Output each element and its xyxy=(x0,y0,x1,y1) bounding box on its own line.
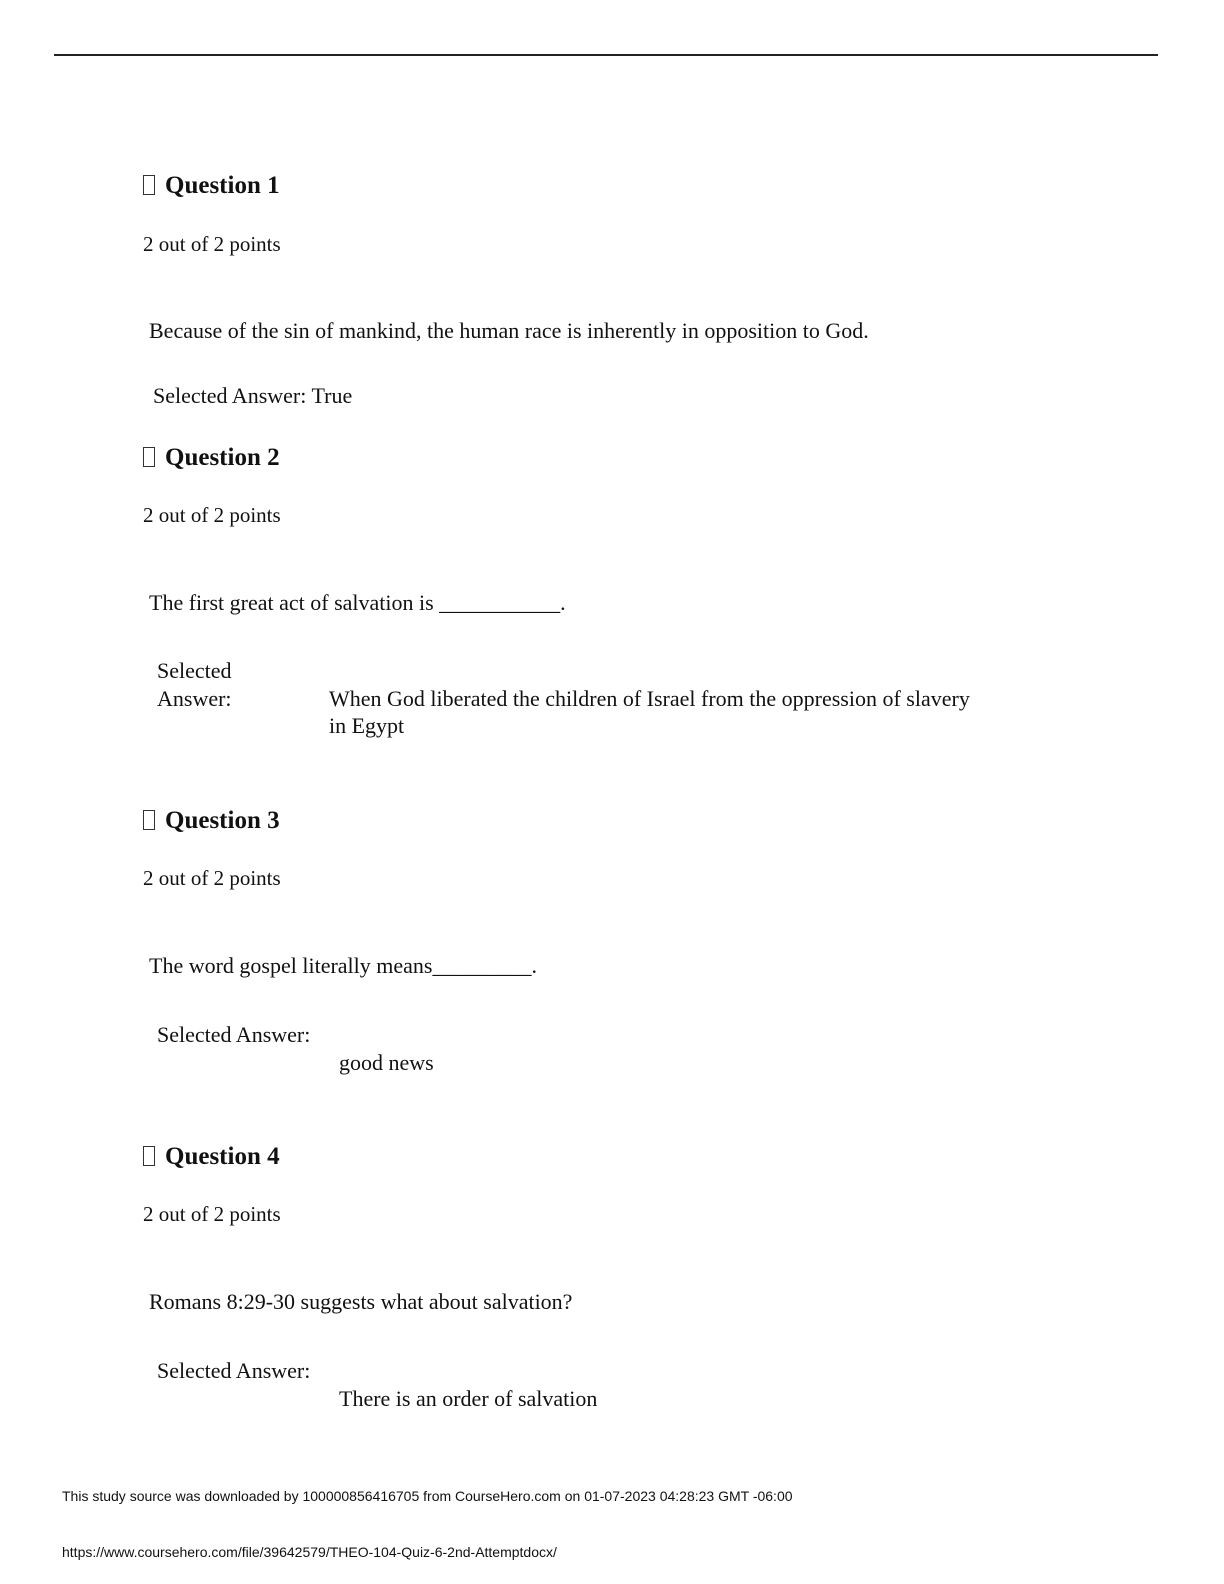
question-3-prompt: The word gospel literally means_________. xyxy=(149,953,537,978)
selected-answer-label: Selected Answer: xyxy=(157,1022,311,1047)
question-2-heading xyxy=(143,443,280,473)
question-4-title: Question 4 xyxy=(165,1143,280,1170)
selected-answer-value-line2: in Egypt xyxy=(329,713,405,738)
question-2-prompt: The first great act of salvation is ___________. xyxy=(149,590,566,615)
question-1-title: Question 1 xyxy=(165,172,280,199)
question-4-prompt: Romans 8:29-30 suggests what about salvation? xyxy=(149,1289,573,1314)
download-notice: This study source was downloaded by 100000856416705 from CourseHero.com on 01-07-2023 04:28:23 GMT -06:00 xyxy=(62,1488,793,1504)
selected-answer-value-line1: When God liberated the children of Israel from the oppression of slavery xyxy=(329,686,970,711)
question-2-title: Question 2 xyxy=(165,444,280,471)
missing-glyph-box-icon xyxy=(143,447,155,467)
missing-glyph-box-icon xyxy=(143,175,155,195)
selected-answer-value: True xyxy=(311,383,353,408)
missing-glyph-box-icon xyxy=(143,1146,155,1166)
selected-answer-value: There is an order of salvation xyxy=(339,1386,598,1411)
question-1-points: 2 out of 2 points xyxy=(143,232,281,256)
question-1-selected-answer-row xyxy=(153,382,352,409)
question-3-points: 2 out of 2 points xyxy=(143,866,281,890)
question-4-heading xyxy=(143,1142,280,1172)
selected-answer-value: good news xyxy=(339,1050,434,1075)
selected-answer-label-line2: Answer: xyxy=(157,686,232,711)
question-3-title: Question 3 xyxy=(165,807,280,834)
question-1-heading xyxy=(143,171,280,201)
top-divider xyxy=(54,54,1158,56)
selected-answer-label: Selected Answer: xyxy=(157,1358,311,1383)
question-4-points: 2 out of 2 points xyxy=(143,1202,281,1226)
question-1-prompt: Because of the sin of mankind, the human race is inherently in opposition to God. xyxy=(149,318,869,343)
source-url-link[interactable]: https://www.coursehero.com/file/39642579/THEO-104-Quiz-6-2nd-Attemptdocx/ xyxy=(62,1544,557,1560)
question-3-heading xyxy=(143,806,280,836)
missing-glyph-box-icon xyxy=(143,810,155,830)
selected-answer-label-line1: Selected xyxy=(157,658,232,683)
question-2-points: 2 out of 2 points xyxy=(143,503,281,527)
selected-answer-label: Selected Answer: xyxy=(153,383,307,408)
